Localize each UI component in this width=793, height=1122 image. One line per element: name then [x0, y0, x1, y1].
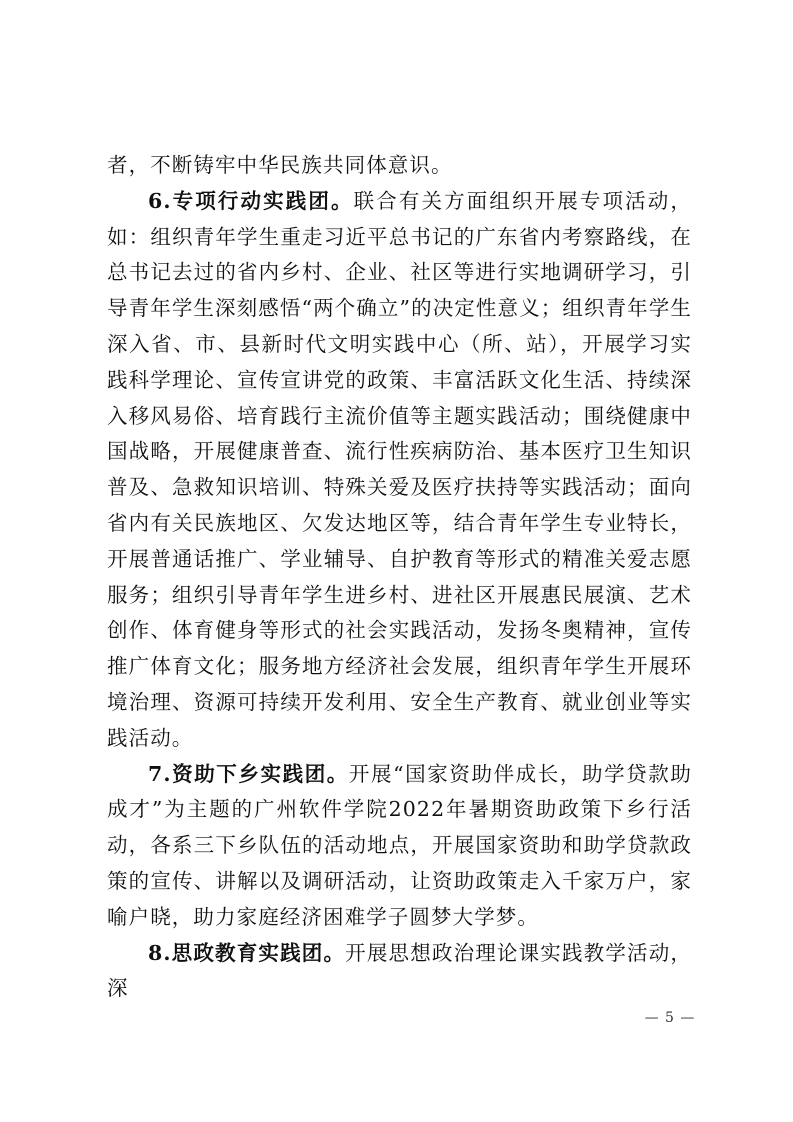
page-number: — 5 —: [644, 1010, 696, 1026]
section-heading: 6.专项行动实践团。: [148, 188, 354, 213]
paragraph-text: 开展“国家资助伴成长，助学贷款助成才”为主题的广州软件学院2022年暑期资助政策下乡行活动，各系三下乡队伍的活动地点，开展国家资助和助学贷款政策的宣传、讲解以及调研活动，让资助政策走入千家万户，家喻户晓，助力家庭经济困难学子圆梦大学梦。: [107, 761, 692, 929]
paragraph-funding-team: [107, 757, 692, 936]
paragraph-text: 联合有关方面组织开展专项活动，如：组织青年学生重走习近平总书记的广东省内考察路线，在总书记去过的省内乡村、企业、社区等进行实地调研学习，引导青年学生深刻感悟“两个确立”的决定性意义；组织青年学生深入省、市、县新时代文明实践中心（所、站），开展学习实践科学理论、宣传宣讲党的政策、丰富活跃文化生活、持续深入移风易俗、培育践行主流价值等主题实践活动；围绕健康中国战略，开展健康普查、流行性疾病防治、基本医疗卫生知识普及、急救知识培训、特殊关爱及医疗扶持等实践活动；面向省内有关民族地区、欠发达地区等，结合青年学生专业特长，开展普通话推广、学业辅导、自护教育等形式的精准关爱志愿服务；组织引导青年学生进乡村、进社区开展惠民展演、艺术创作、体育健身等形式的社会实践活动，发扬冬奥精神，宣传推广体育文化；服务地方经济社会发展，组织青年学生开展环境治理、资源可持续开发利用、安全生产教育、就业创业等实践活动。: [107, 188, 693, 750]
paragraph-continuation: [107, 148, 692, 184]
section-heading: 7.资助下乡实践团。: [148, 761, 349, 786]
paragraph-ideology-team: [107, 936, 692, 1008]
paragraph-text: 开展思想政治理论课实践教学活动，深: [107, 940, 692, 1001]
body-text: [107, 148, 692, 1007]
paragraph-special-action-team: [107, 184, 692, 757]
paragraph-text: 者，不断铸牢中华民族共同体意识。: [107, 153, 453, 177]
section-heading: 8.思政教育实践团。: [148, 940, 346, 965]
